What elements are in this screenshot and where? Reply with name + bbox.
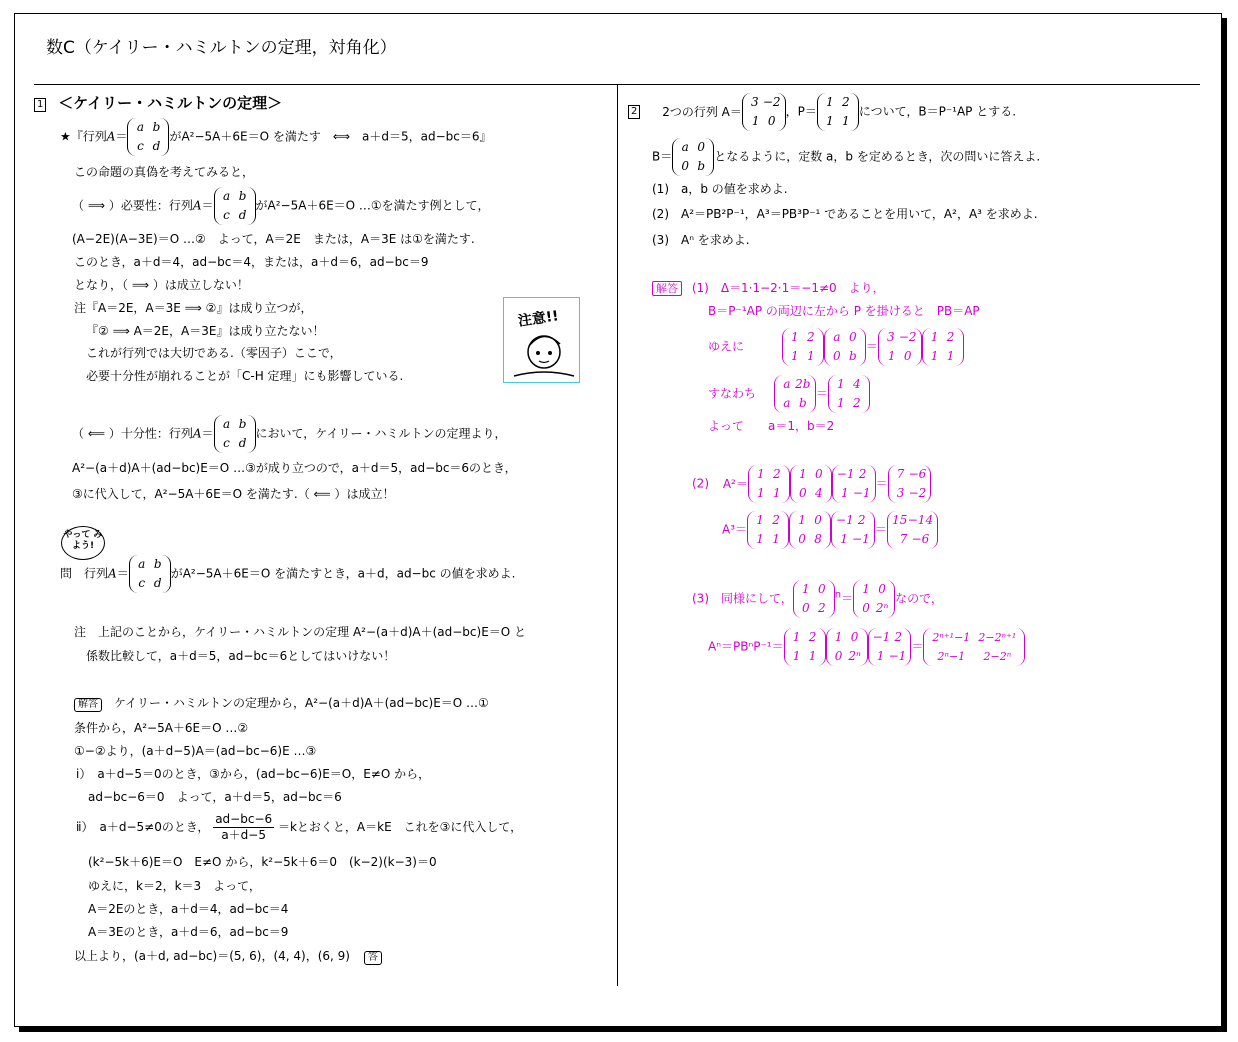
question-2: (2) A²＝PB²P⁻¹，A³＝PB³P⁻¹ であることを用いて，A²，A³ を求めよ. [652, 207, 1038, 221]
solution-line-10: A＝3Eのとき，a＋d＝6，ad−bc＝9 [88, 925, 289, 939]
solution-line-3: ①−②より，(a＋d−5)A＝(ad−bc−6)E …③ [74, 744, 317, 758]
text-notvalid: となり，（ ⟹ ）は成立しない！ [74, 278, 249, 292]
note-d: 必要十分性が崩れることが「C-H 定理」にも影響している. [86, 369, 404, 383]
note2-b: 係数比較して，a＋d＝5，ad−bc＝6としてはいけない！ [86, 649, 396, 663]
answer-3-line-2: Aⁿ＝PBⁿP⁻¹＝1 2 1 11 0 0 2ⁿ−1 2 1 −1＝2ⁿ⁺¹−1 2−2ⁿ⁺¹ 2ⁿ−1 2−2ⁿ [708, 628, 1025, 666]
section-1-header [34, 96, 282, 112]
proposition: ★『行列A＝a b c dがA²−5A＋6E＝O を満たす ⟺ a＋d＝5，ad−bc＝6』 [60, 118, 492, 156]
answer-1-line-1: 解答 (1) Δ＝1·1−2·1＝−1≠0 より， [652, 281, 885, 296]
caution-label: 注意!! [517, 308, 560, 330]
solution-line-7: (k²−5k＋6)E＝O E≠O から，k²−5k＋6＝0 (k−2)(k−3)＝0 [88, 855, 437, 869]
matrix-a: a b c d [127, 118, 169, 156]
text-cayley-hamilton: A²−(a＋d)A＋(ad−bc)E＝O …③が成り立つので，a＋d＝5，ad−bc＝6のとき， [72, 461, 517, 475]
note-a: 注『A＝2E，A＝3E ⟹ ②』は成り立つが， [74, 301, 313, 315]
answer-badge: 解答 [652, 281, 682, 296]
text-eq2: (A−2E)(A−3E)＝O …② よって，A＝2E または，A＝3E は①を満たす. [72, 232, 475, 246]
solution-line-4: ⅰ） a＋d−5＝0のとき，③から，(ad−bc−6)E＝O，E≠O から， [76, 767, 431, 781]
solution-line-6: ⅱ） a＋d−5≠0のとき， $\frac{ad-bc-6}{a+d-5}$ ＝kとおくと，A＝kE これを③に代入して， [76, 812, 523, 842]
sufficiency-line: （ ⟸ ）十分性：行列A＝a b c dにおいて，ケイリー・ハミルトンの定理より， [72, 415, 506, 453]
answer-1-line-3: ゆえに 1 2 1 1a 0 0 b＝3 −2 1 01 2 1 1 [708, 328, 964, 366]
answer-2-a2: (2) A²＝1 2 1 11 0 0 4−1 2 1 −1＝7 −6 3 −2 [692, 465, 931, 503]
matrix-b: a 0 0 b [672, 138, 714, 176]
solution-line-5: ad−bc−6＝0 よって，a＋d＝5，ad−bc＝6 [88, 790, 342, 804]
question-1: (1) a，b の値を求めよ. [652, 182, 788, 196]
section-title: ＜ケイリー・ハミルトンの定理＞ [58, 94, 283, 112]
matrix-a: a b c d [214, 415, 256, 453]
answer-2-a3: A³＝1 2 1 11 0 0 8−1 2 1 −1＝15−14 7 −6 [722, 511, 938, 549]
section-number: 1 [34, 98, 46, 112]
text-consider: この命題の真偽を考えてみると， [74, 165, 255, 179]
fraction: $\frac{ad-bc-6}{a+d-5}$ [215, 812, 273, 842]
note-c: これが行列では大切である.（零因子）ここで， [86, 346, 342, 360]
text-then: このとき，a＋d＝4，ad−bc＝4，または，a＋d＝6，ad−bc＝9 [74, 255, 429, 269]
proposition-prefix: ★『行列 [60, 129, 107, 144]
column-divider [617, 84, 618, 986]
answer-1-line-2: B＝P⁻¹AP の両辺に左から P を掛けると PB＝AP [708, 304, 980, 318]
necessity-line: （ ⟹ ）必要性：行列A＝a b c dがA²−5A＋6E＝O …①を満たす例として， [72, 187, 489, 225]
matrix-a: a b c d [129, 555, 171, 593]
solution-line-9: A＝2Eのとき，a＋d＝4，ad−bc＝4 [88, 902, 289, 916]
note2-a: 注 上記のことから，ケイリー・ハミルトンの定理 A²−(a＋d)A＋(ad−bc)E＝O と [74, 625, 527, 639]
try-it-badge: やって みよう! [61, 526, 105, 560]
page-title: 数C（ケイリー・ハミルトンの定理，対角化） [46, 38, 397, 58]
solution-line-1: 解答 ケイリー・ハミルトンの定理から，A²−(a＋d)A＋(ad−bc)E＝O …① [74, 697, 489, 712]
question-line: 問 行列A＝a b c dがA²−5A＋6E＝O を満たすとき，a＋d，ad−bc の値を求めよ. [60, 555, 515, 593]
problem-2-statement: 2 2つの行列 A＝3 −2 1 0，P＝1 2 1 1について，B＝P⁻¹AP とする. [628, 93, 1016, 131]
answer-3-line-1: (3) 同様にして，1 0 0 $2^n=1$ 0 0 2ⁿなので， [692, 580, 943, 618]
text-substitute: ③に代入して，A²−5A＋6E＝O を満たす.（ ⟸ ）は成立！ [72, 487, 395, 501]
answer-badge: 解答 [74, 698, 102, 712]
solution-line-8: ゆえに，k＝2，k＝3 よって， [88, 879, 261, 893]
end-mark: 答 [364, 951, 382, 965]
solution-line-11: 以上より，(a＋d, ad−bc)＝(5, 6)，(4, 4)，(6, 9) 答 [74, 950, 382, 965]
answer-1-result: よって a＝1，b＝2 [708, 419, 835, 433]
answer-1-line-4: すなわち a 2b a b＝1 4 1 2 [708, 375, 870, 413]
matrix-p: 1 2 1 1 [817, 93, 859, 131]
question-3: (3) Aⁿ を求めよ. [652, 233, 750, 247]
matrix-a: 3 −2 1 0 [742, 93, 786, 131]
problem-2-condition: B＝a 0 0 bとなるように，定数 a，b を定めるとき，次の問いに答えよ. [652, 138, 1040, 176]
matrix-a: a b c d [214, 187, 256, 225]
section-number: 2 [628, 105, 640, 119]
caution-illustration [503, 297, 580, 383]
proposition-suffix: がA²−5A＋6E＝O を満たす ⟺ a＋d＝5，ad−bc＝6』 [169, 129, 492, 144]
solution-line-2: 条件から，A²−5A＋6E＝O …② [74, 721, 249, 735]
note-b: 『② ⟹ A＝2E，A＝3E』は成り立たない！ [86, 324, 325, 338]
